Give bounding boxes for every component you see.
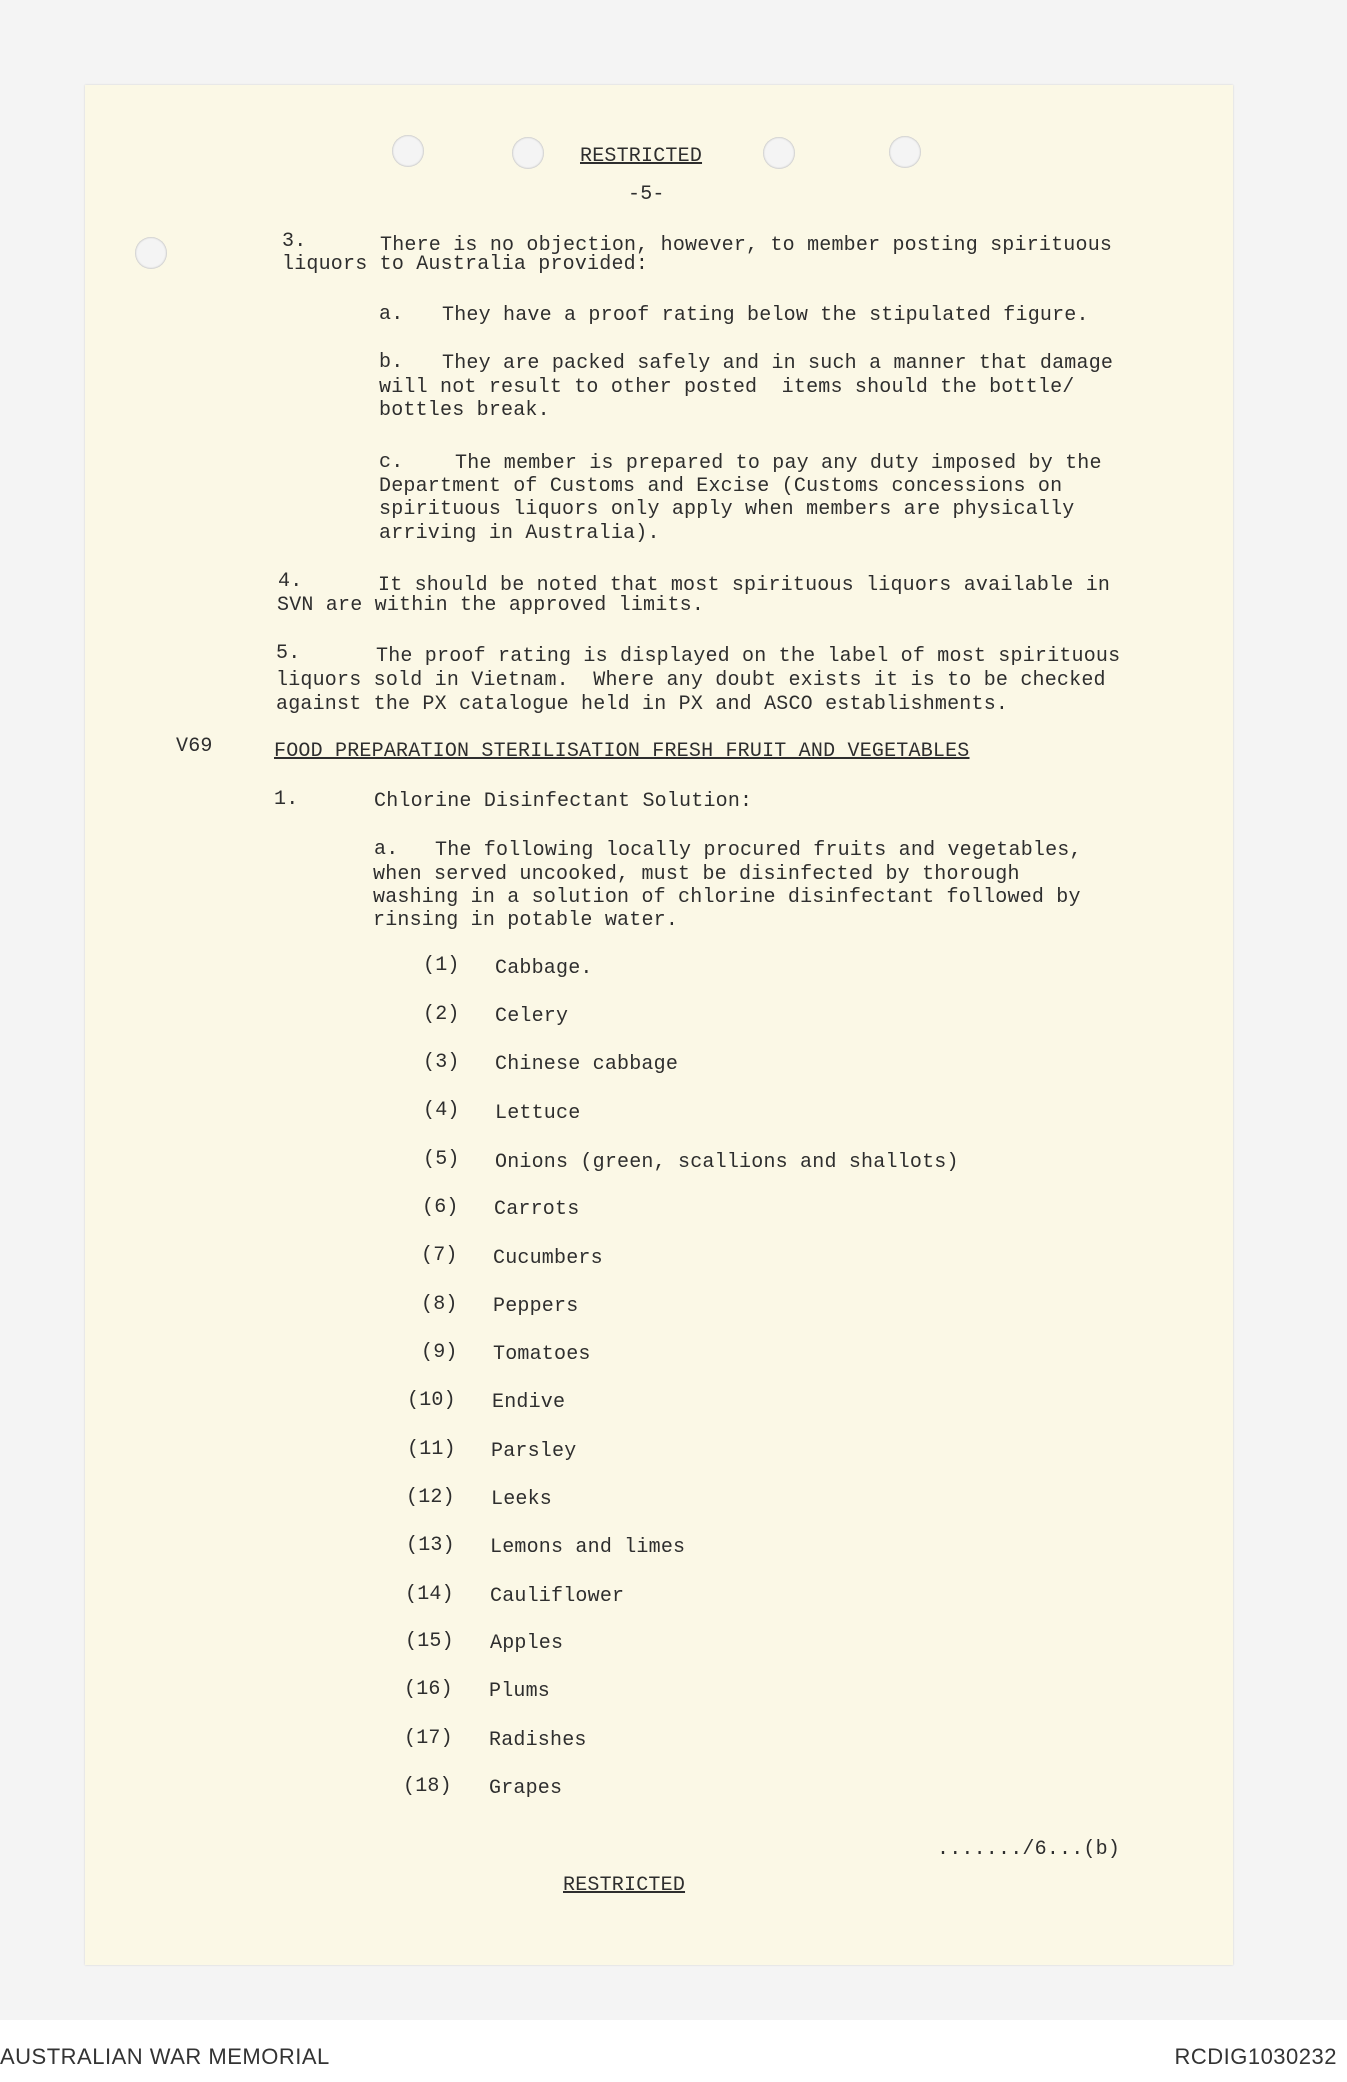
item-b-line: They are packed safely and in such a manner that damage (442, 352, 1114, 375)
list-item: Endive (492, 1391, 566, 1414)
list-number: (7) (421, 1244, 458, 1267)
item-c-line: arriving in Australia). (379, 522, 660, 545)
archive-name: AUSTRALIAN WAR MEMORIAL (0, 2044, 330, 2069)
para3-line: liquors to Australia provided: (282, 253, 649, 276)
list-number: (16) (404, 1678, 453, 1701)
list-item: Plums (489, 1680, 551, 1703)
list-item: Grapes (489, 1777, 563, 1800)
para3-line: There is no objection, however, to member posting spirituous (380, 234, 1113, 257)
classification-footer: RESTRICTED (563, 1874, 686, 1897)
classification-header: RESTRICTED (580, 145, 703, 168)
punch-hole (512, 137, 544, 169)
food-item-a-letter: a. (374, 838, 399, 861)
list-number: (1) (423, 954, 460, 977)
item-a-text: They have a proof rating below the stipulated figure. (442, 304, 1089, 327)
continuation-marker: ......./6...(b) (937, 1838, 1121, 1861)
punch-hole (135, 237, 167, 269)
list-number: (17) (404, 1727, 453, 1750)
punch-hole (392, 135, 424, 167)
list-number: (9) (421, 1341, 458, 1364)
food-item-a-line: The following locally procured fruits and vegetables, (435, 839, 1082, 862)
list-item: Leeks (491, 1488, 553, 1511)
list-number: (6) (422, 1196, 459, 1219)
list-item: Parsley (491, 1440, 577, 1463)
item-a-letter: a. (379, 303, 404, 326)
list-item: Cucumbers (493, 1247, 603, 1270)
list-item: Onions (green, scallions and shallots) (495, 1151, 959, 1174)
para4-number: 4. (278, 570, 303, 593)
list-number: (2) (423, 1003, 460, 1026)
para5-line: liquors sold in Vietnam. Where any doubt exists it is to be checked (276, 669, 1106, 692)
page-number: -5- (628, 183, 665, 206)
punch-hole (763, 137, 795, 169)
para5-number: 5. (276, 642, 301, 665)
archive-id: RCDIG1030232 (1174, 2044, 1337, 2069)
punch-hole (889, 136, 921, 168)
item-c-line: Department of Customs and Excise (Customs concessions on (379, 475, 1063, 498)
list-item: Cabbage. (495, 957, 593, 980)
para1-title: Chlorine Disinfectant Solution: (374, 790, 753, 813)
para1-number: 1. (274, 788, 299, 811)
list-number: (12) (406, 1486, 455, 1509)
list-number: (15) (405, 1630, 454, 1653)
item-b-line: will not result to other posted items should the bottle/ (379, 376, 1075, 399)
list-number: (14) (405, 1583, 454, 1606)
list-number: (5) (423, 1148, 460, 1171)
list-item: Carrots (494, 1198, 580, 1221)
item-c-line: The member is prepared to pay any duty imposed by the (455, 452, 1102, 475)
item-b-letter: b. (379, 351, 404, 374)
section-code: V69 (176, 735, 213, 758)
list-item: Lemons and limes (490, 1536, 686, 1559)
list-item: Lettuce (495, 1102, 581, 1125)
list-number: (8) (421, 1293, 458, 1316)
para4-line: It should be noted that most spirituous liquors available in (378, 574, 1111, 597)
para5-line: against the PX catalogue held in PX and ASCO establishments. (276, 693, 1009, 716)
item-b-line: bottles break. (379, 399, 550, 422)
food-item-a-line: rinsing in potable water. (373, 909, 679, 932)
item-c-line: spirituous liquors only apply when members are physically (379, 498, 1075, 521)
food-item-a-line: when served uncooked, must be disinfected by thorough (373, 863, 1020, 886)
list-item: Tomatoes (493, 1343, 591, 1366)
list-item: Chinese cabbage (495, 1053, 679, 1076)
list-number: (3) (423, 1051, 460, 1074)
list-number: (4) (423, 1099, 460, 1122)
list-item: Radishes (489, 1729, 587, 1752)
list-item: Peppers (493, 1295, 579, 1318)
item-c-letter: c. (379, 451, 404, 474)
list-item: Celery (495, 1005, 569, 1028)
list-number: (13) (406, 1534, 455, 1557)
para4-line: SVN are within the approved limits. (277, 594, 705, 617)
list-item: Apples (490, 1632, 564, 1655)
list-number: (10) (407, 1389, 456, 1412)
list-number: (18) (403, 1775, 452, 1798)
food-item-a-line: washing in a solution of chlorine disinfectant followed by (373, 886, 1081, 909)
list-number: (11) (407, 1438, 456, 1461)
list-item: Cauliflower (490, 1585, 625, 1608)
para3-number: 3. (282, 230, 307, 253)
para5-line: The proof rating is displayed on the label of most spirituous (376, 645, 1121, 668)
section-heading: FOOD PREPARATION STERILISATION FRESH FRUIT AND VEGETABLES (274, 740, 970, 763)
